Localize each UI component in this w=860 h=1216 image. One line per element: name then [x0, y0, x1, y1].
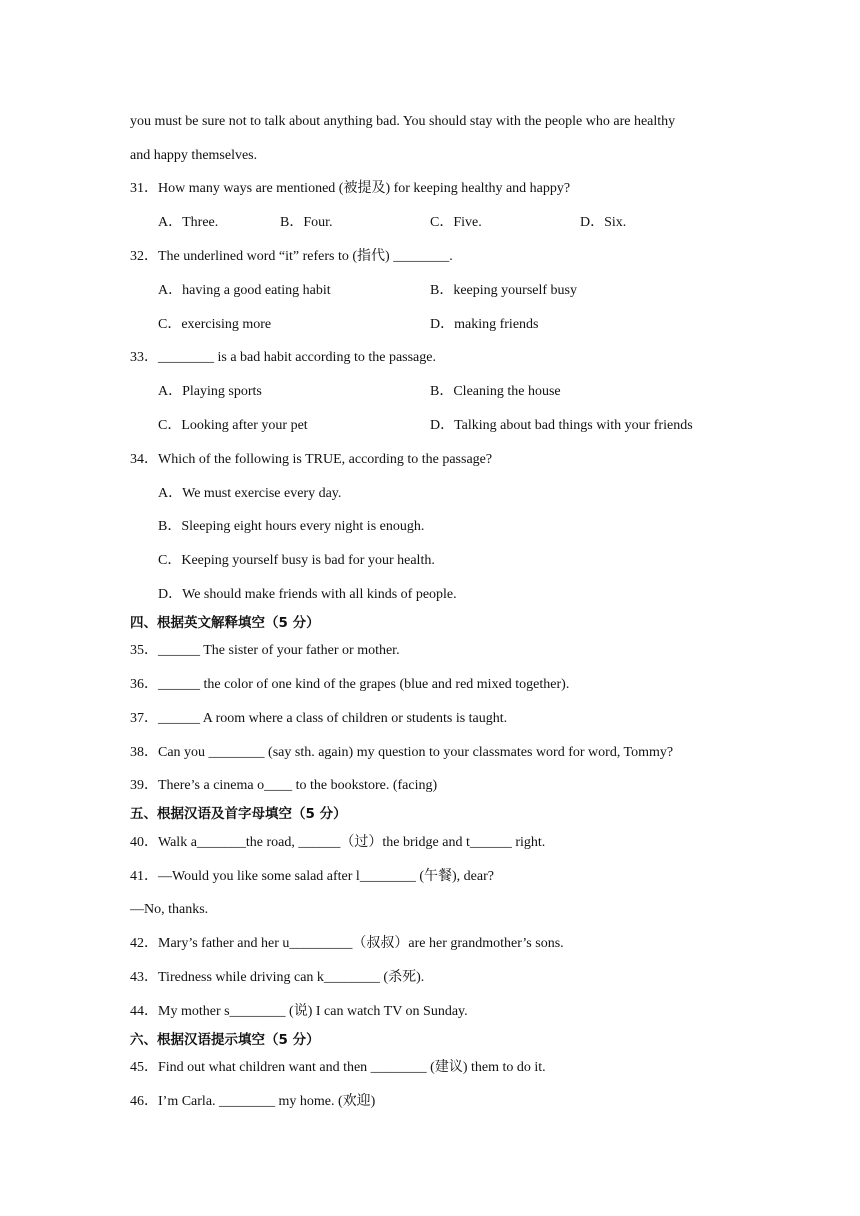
question-31-stem: 31．How many ways are mentioned (被提及) for keeping healthy and happy?	[130, 181, 571, 196]
q31-option-b: B．Four.	[280, 215, 333, 230]
passage-line: and happy themselves.	[130, 148, 258, 163]
q34-option-b: B．Sleeping eight hours every night is enough.	[158, 519, 425, 534]
question-45: 45．Find out what children want and then ________ (建议) them to do it.	[130, 1060, 546, 1075]
question-40: 40．Walk a_______the road, ______（过）the bridge and t______ right.	[130, 835, 546, 850]
q34-option-a: A．We must exercise every day.	[158, 486, 342, 501]
section-6-heading: 六、根据汉语提示填空（5 分）	[130, 1032, 320, 1048]
question-43: 43．Tiredness while driving can k________ (杀死).	[130, 970, 425, 985]
question-41-reply: —No, thanks.	[130, 902, 209, 917]
q32-option-c: C．exercising more	[158, 317, 272, 332]
section-5-heading: 五、根据汉语及首字母填空（5 分）	[130, 806, 347, 822]
q31-option-a: A．Three.	[158, 215, 219, 230]
question-44: 44．My mother s________ (说) I can watch TV on Sunday.	[130, 1004, 468, 1019]
q33-option-c: C．Looking after your pet	[158, 418, 308, 433]
q33-option-d: D．Talking about bad things with your friends	[430, 418, 693, 433]
question-41: 41．—Would you like some salad after l________ (午餐), dear?	[130, 869, 494, 884]
question-32-stem: 32．The underlined word “it” refers to (指代) ________.	[130, 249, 453, 264]
question-33-stem: 33．________ is a bad habit according to the passage.	[130, 350, 436, 365]
q32-option-a: A．having a good eating habit	[158, 283, 331, 298]
q33-option-b: B．Cleaning the house	[430, 384, 561, 399]
q31-option-c: C．Five.	[430, 215, 482, 230]
q31-option-d: D．Six.	[580, 215, 627, 230]
question-34-stem: 34．Which of the following is TRUE, according to the passage?	[130, 452, 493, 467]
question-39: 39．There’s a cinema o____ to the bookstore. (facing)	[130, 778, 438, 793]
question-42: 42．Mary’s father and her u_________（叔叔）are her grandmother’s sons.	[130, 936, 564, 951]
q34-option-c: C．Keeping yourself busy is bad for your health.	[158, 553, 435, 568]
question-35: 35．______ The sister of your father or mother.	[130, 643, 400, 658]
section-4-heading: 四、根据英文解释填空（5 分）	[130, 615, 320, 631]
question-37: 37．______ A room where a class of children or students is taught.	[130, 711, 508, 726]
q32-option-d: D．making friends	[430, 317, 539, 332]
question-38: 38．Can you ________ (say sth. again) my question to your classmates word for word, Tommy?	[130, 745, 674, 760]
q34-option-d: D．We should make friends with all kinds of people.	[158, 587, 457, 602]
q32-option-b: B．keeping yourself busy	[430, 283, 577, 298]
passage-line: you must be sure not to talk about anything bad. You should stay with the people who are healthy	[130, 114, 676, 129]
q33-option-a: A．Playing sports	[158, 384, 262, 399]
question-36: 36．______ the color of one kind of the grapes (blue and red mixed together).	[130, 677, 570, 692]
question-46: 46．I’m Carla. ________ my home. (欢迎)	[130, 1094, 376, 1109]
